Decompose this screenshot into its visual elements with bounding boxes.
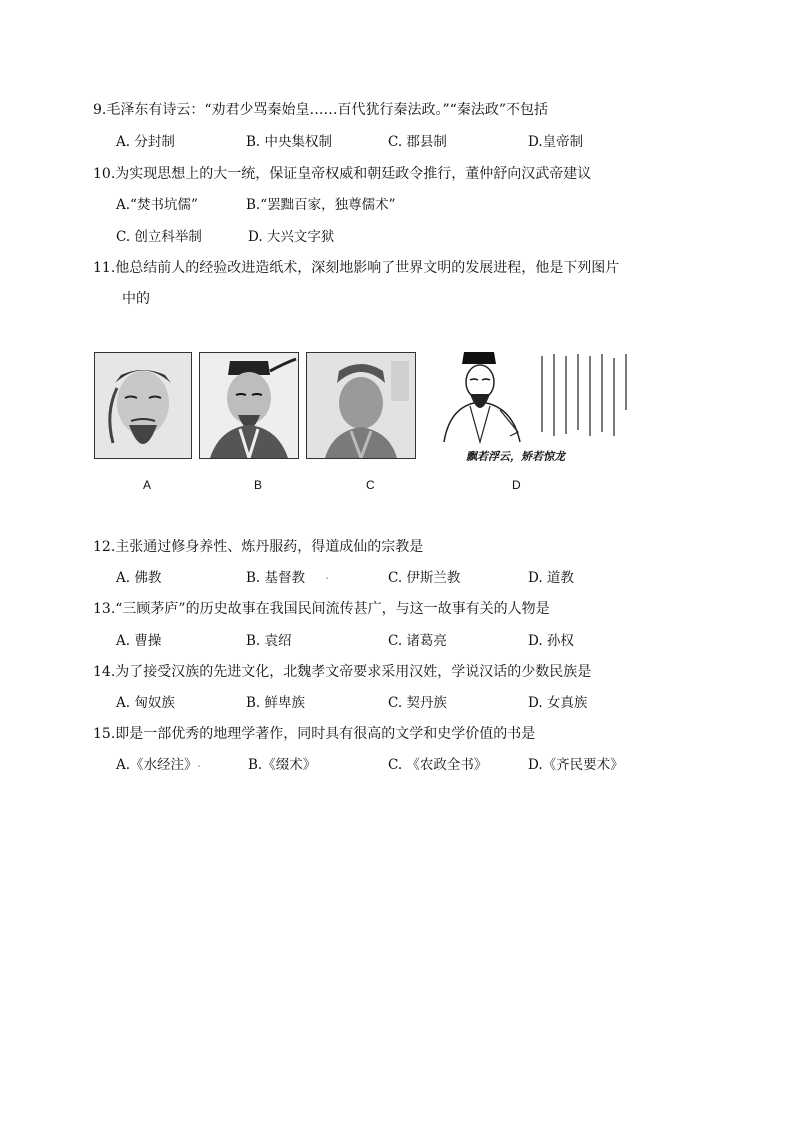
question-15-option-a: A.《水经注》: [116, 757, 198, 773]
portrait-b-label: B: [254, 478, 263, 492]
question-14-option-d: D. 女真族: [528, 695, 588, 711]
question-9-option-d: D.皇帝制: [528, 134, 584, 150]
question-14-option-a: A. 匈奴族: [116, 695, 175, 711]
question-9-stem: 9.毛泽东有诗云：“劝君少骂秦始皇……百代犹行秦法政。”“秦法政”不包括: [93, 102, 548, 118]
question-14-option-b: B. 鲜卑族: [246, 695, 306, 711]
decorative-dot: .: [325, 568, 330, 583]
portrait-d-image: [440, 350, 636, 465]
question-10-option-d: D. 大兴文字狱: [248, 229, 335, 245]
question-10-option-a: A.“焚书坑儒”: [116, 197, 198, 213]
question-9-option-a: A. 分封制: [116, 134, 175, 150]
question-12-option-c: C. 伊斯兰教: [388, 570, 461, 586]
portrait-a-image: [94, 352, 192, 459]
portrait-d-label: D: [512, 478, 521, 492]
portrait-a-label: A: [143, 478, 152, 492]
decorative-dot: .: [197, 756, 202, 771]
question-13-stem: 13.“三顾茅庐”的历史故事在我国民间流传甚广，与这一故事有关的人物是: [93, 601, 550, 617]
question-10-option-c: C. 创立科举制: [116, 229, 202, 245]
calligraphy-caption: 飘若浮云，矫若惊龙: [466, 450, 565, 463]
question-13-option-d: D. 孙权: [528, 633, 574, 649]
portrait-c-label: C: [366, 478, 375, 492]
question-15-option-d: D.《齐民要术》: [528, 757, 624, 773]
question-14-option-c: C. 契丹族: [388, 695, 447, 711]
question-9-option-b: B. 中央集权制: [246, 134, 333, 150]
question-10-option-b: B.“罢黜百家，独尊儒术”: [246, 197, 396, 213]
question-12-option-d: D. 道教: [528, 570, 574, 586]
question-15-option-c: C. 《农政全书》: [388, 757, 488, 773]
question-15-option-b: B.《缀术》: [248, 757, 317, 773]
question-12-stem: 12.主张通过修身养性、炼丹服药，得道成仙的宗教是: [93, 539, 424, 555]
question-11-stem-line2: 中的: [122, 291, 150, 307]
portrait-c-image: [306, 352, 416, 459]
question-10-stem: 10.为实现思想上的大一统，保证皇帝权威和朝廷政令推行，董仲舒向汉武帝建议: [93, 166, 592, 182]
question-12-option-a: A. 佛教: [116, 570, 162, 586]
portrait-b-image: [199, 352, 299, 459]
question-9-option-c: C. 郡县制: [388, 134, 447, 150]
question-15-stem: 15.即是一部优秀的地理学著作，同时具有很高的文学和史学价值的书是: [93, 726, 536, 742]
question-14-stem: 14.为了接受汉族的先进文化，北魏孝文帝要求采用汉姓，学说汉话的少数民族是: [93, 664, 592, 680]
question-13-option-c: C. 诸葛亮: [388, 633, 447, 649]
question-11-stem-line1: 11.他总结前人的经验改进造纸术，深刻地影响了世界文明的发展进程，他是下列图片: [93, 260, 620, 276]
question-12-option-b: B. 基督教: [246, 570, 306, 586]
question-13-option-b: B. 袁绍: [246, 633, 292, 649]
question-13-option-a: A. 曹操: [116, 633, 162, 649]
